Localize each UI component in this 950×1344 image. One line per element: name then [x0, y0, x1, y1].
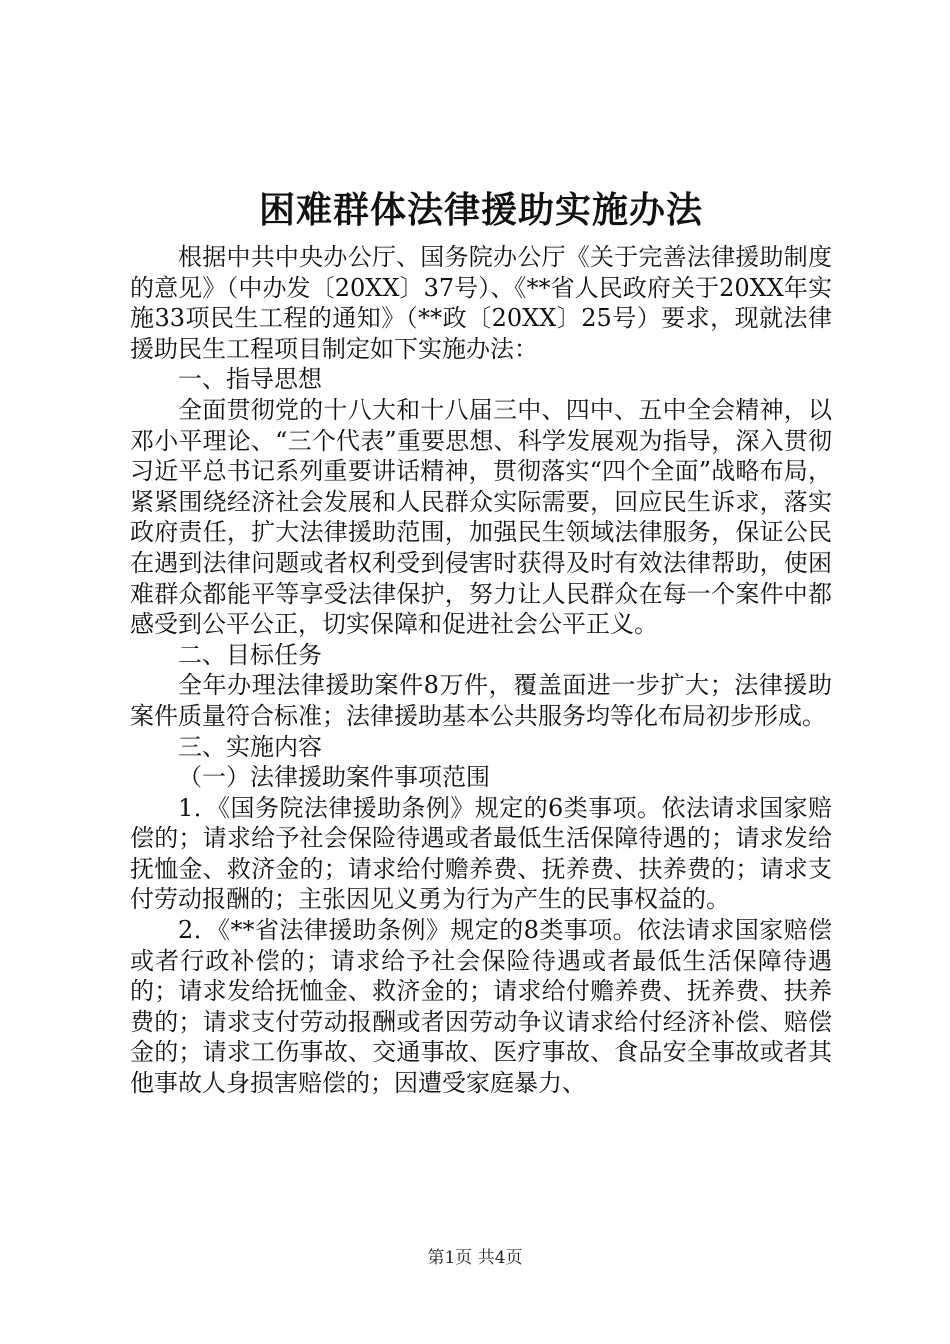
heading-guiding-ideology: 一、指导思想 — [178, 365, 322, 394]
paragraph-item-2: 2．《**省法律援助条例》规定的8类事项。依法请求国家赔偿或者行政补偿的；请求给予社会保险待遇或者最低生活保障待遇的；请求发给抚恤金、救济金的；请求给付赡养费、抚养费、扶养费的；请求支付劳动报酬或者因劳动争议请求给付经济补偿、赔偿金的；请求工伤事故、交通事故、医疗事故、食品安全事故或者其他事故人身损害赔偿的；因遭受家庭暴力、 — [130, 916, 832, 1098]
heading-implementation: 三、实施内容 — [178, 732, 322, 761]
document-body — [130, 242, 832, 1099]
heading-objectives: 二、目标任务 — [178, 640, 322, 669]
document-title: 困难群体法律援助实施办法 — [258, 189, 703, 231]
paragraph-objectives: 全年办理法律援助案件8万件，覆盖面进一步扩大；法律援助案件质量符合标准；法律援助基本公共服务均等化布局初步形成。 — [130, 671, 832, 730]
subheading-case-scope: （一）法律援助案件事项范围 — [178, 763, 490, 792]
paragraph-item-1: 1．《国务院法律援助条例》规定的6类事项。依法请求国家赔偿的；请求给予社会保险待遇或者最低生活保障待遇的；请求发给抚恤金、救济金的；请求给付赡养费、抚养费、扶养费的；请求支付劳动报酬的；主张因见义勇为行为产生的民事权益的。 — [130, 793, 832, 914]
paragraph-guiding-ideology: 全面贯彻党的十八大和十八届三中、四中、五中全会精神，以邓小平理论、“三个代表”重要思想、科学发展观为指导，深入贯彻习近平总书记系列重要讲话精神，贯彻落实“四个全面”战略布局，紧紧围绕经济社会发展和人民群众实际需要，回应民生诉求，落实政府责任，扩大法律援助范围，加强民生领域法律服务，保证公民在遇到法律问题或者权利受到侵害时获得及时有效法律帮助，使困难群众都能平等享受法律保护，努力让人民群众在每一个案件中都感受到公平公正，切实保障和促进社会公平正义。 — [130, 395, 832, 639]
page-footer: 第1页 共4页 — [427, 1248, 523, 1268]
paragraph-preamble: 根据中共中央办公厅、国务院办公厅《关于完善法律援助制度的意见》（中办发〔20XX〕37号）、《**省人民政府关于20XX年实施33项民生工程的通知》（**政〔20XX〕25号）要求，现就法律援助民生工程项目制定如下实施办法： — [130, 243, 832, 363]
